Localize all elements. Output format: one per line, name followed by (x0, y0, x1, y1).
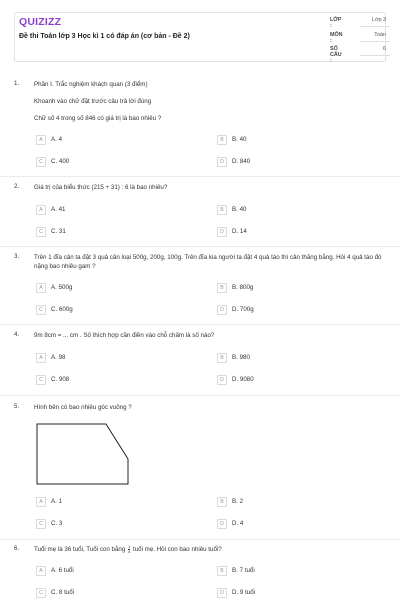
option-letter[interactable]: D (217, 305, 227, 315)
question-number: 6. (14, 545, 20, 552)
option-text: A. 98 (51, 354, 66, 361)
question-text: Hình bên có bao nhiêu góc vuông ? (34, 404, 132, 411)
option-letter[interactable]: C (36, 375, 46, 385)
option-text: C. 908 (51, 376, 70, 383)
option-letter[interactable]: B (217, 135, 227, 145)
option-letter[interactable]: D (217, 519, 227, 529)
divider (0, 539, 400, 540)
option-text: C. 400 (51, 158, 70, 165)
option-letter[interactable]: C (36, 157, 46, 167)
option-text: A. 4 (51, 136, 63, 143)
meta-count-value: 6 (383, 46, 386, 52)
question-number: 3. (14, 253, 20, 260)
option-letter[interactable]: B (217, 566, 227, 576)
option-letter[interactable]: D (217, 227, 227, 237)
option-text: D. 9 tuổi (232, 589, 256, 596)
option-letter[interactable]: A (36, 283, 46, 293)
divider (0, 246, 400, 247)
option-text: D. 4 (232, 520, 244, 527)
option-text: A. 500g (51, 284, 73, 291)
question-text: Trên 1 đĩa cân ta đặt 3 quả cân loại 500g, 200g, 100g. Trên đĩa kia người ta đặt 4 quả táo thì cân thăng bằng. Hỏi 4 quả táo đó nặng bao nhiêu gam ? (34, 254, 382, 270)
fraction-numerator: 1 (128, 544, 131, 549)
question-number: 5. (14, 403, 20, 410)
option-letter[interactable]: C (36, 305, 46, 315)
option-text: D. 14 (232, 228, 247, 235)
question-text: Phần I. Trắc nghiệm khách quan (3 điểm) (34, 81, 148, 88)
option-letter[interactable]: C (36, 519, 46, 529)
meta-subject-value: Toán (374, 32, 386, 38)
option-letter[interactable]: B (217, 283, 227, 293)
option-text: B. 2 (232, 498, 244, 505)
option-letter[interactable]: A (36, 135, 46, 145)
option-text: C. 31 (51, 228, 66, 235)
meta-underline (360, 41, 390, 42)
option-text: C. 3 (51, 520, 63, 527)
divider (0, 395, 400, 396)
meta-grade-value: Lớp 3 (371, 17, 386, 23)
option-text: A. 1 (51, 498, 63, 505)
option-letter[interactable]: D (217, 157, 227, 167)
fraction-denominator: 4 (128, 549, 131, 554)
option-letter[interactable]: A (36, 353, 46, 363)
option-text: C. 600g (51, 306, 73, 313)
question-number: 2. (14, 183, 20, 190)
question-text-start: Tuổi mẹ là 36 tuổi, Tuổi con bằng (34, 546, 126, 554)
question-number: 1. (14, 80, 20, 87)
divider (0, 176, 400, 177)
option-letter[interactable]: A (36, 497, 46, 507)
question-text: 9m 8cm = ... cm . Số thích hợp cần điền vào chỗ chấm là số nào? (34, 332, 215, 339)
option-text: A. 41 (51, 206, 66, 213)
quizizz-logo[interactable]: QUIZIZZ (19, 16, 62, 28)
meta-underline (360, 26, 390, 27)
option-text: B. 40 (232, 206, 247, 213)
option-letter[interactable]: D (217, 588, 227, 598)
option-text: B. 980 (232, 354, 250, 361)
option-letter[interactable]: B (217, 205, 227, 215)
option-letter[interactable]: C (36, 588, 46, 598)
option-text: B. 800g (232, 284, 254, 291)
geometry-figure (36, 423, 132, 485)
question-text (34, 545, 384, 554)
option-letter[interactable]: D (217, 375, 227, 385)
meta-count-key: SỐ CÂU : (330, 46, 342, 64)
option-text: D. 9080 (232, 376, 254, 383)
question-text: Giá trị của biểu thức (215 + 31) : 6 là bao nhiêu? (34, 184, 168, 191)
option-text: B. 40 (232, 136, 247, 143)
option-letter[interactable]: A (36, 205, 46, 215)
option-text: C. 8 tuổi (51, 589, 75, 596)
question-text: Chữ số 4 trong số 846 có giá trị là bao nhiêu ? (34, 115, 162, 122)
worksheet-title: Đề thi Toán lớp 3 Học kì 1 có đáp án (cơ bản - Đề 2) (19, 33, 190, 40)
option-text: B. 7 tuổi (232, 567, 255, 574)
option-letter[interactable]: B (217, 497, 227, 507)
option-text: D. 700g (232, 306, 254, 313)
question-number: 4. (14, 331, 20, 338)
question-text-end: tuổi mẹ. Hỏi con bao nhiêu tuổi? (132, 546, 222, 554)
option-letter[interactable]: C (36, 227, 46, 237)
meta-underline (360, 55, 390, 56)
option-text: A. 6 tuổi (51, 567, 74, 574)
option-text: D. 840 (232, 158, 251, 165)
divider (0, 324, 400, 325)
option-letter[interactable]: A (36, 566, 46, 576)
meta-grade-key: LỚP : (330, 17, 342, 29)
option-letter[interactable]: B (217, 353, 227, 363)
question-text: Khoanh vào chữ đặt trước câu trả lời đúng (34, 98, 152, 105)
meta-subject-key: MÔN : (330, 32, 343, 44)
fraction (128, 545, 130, 554)
